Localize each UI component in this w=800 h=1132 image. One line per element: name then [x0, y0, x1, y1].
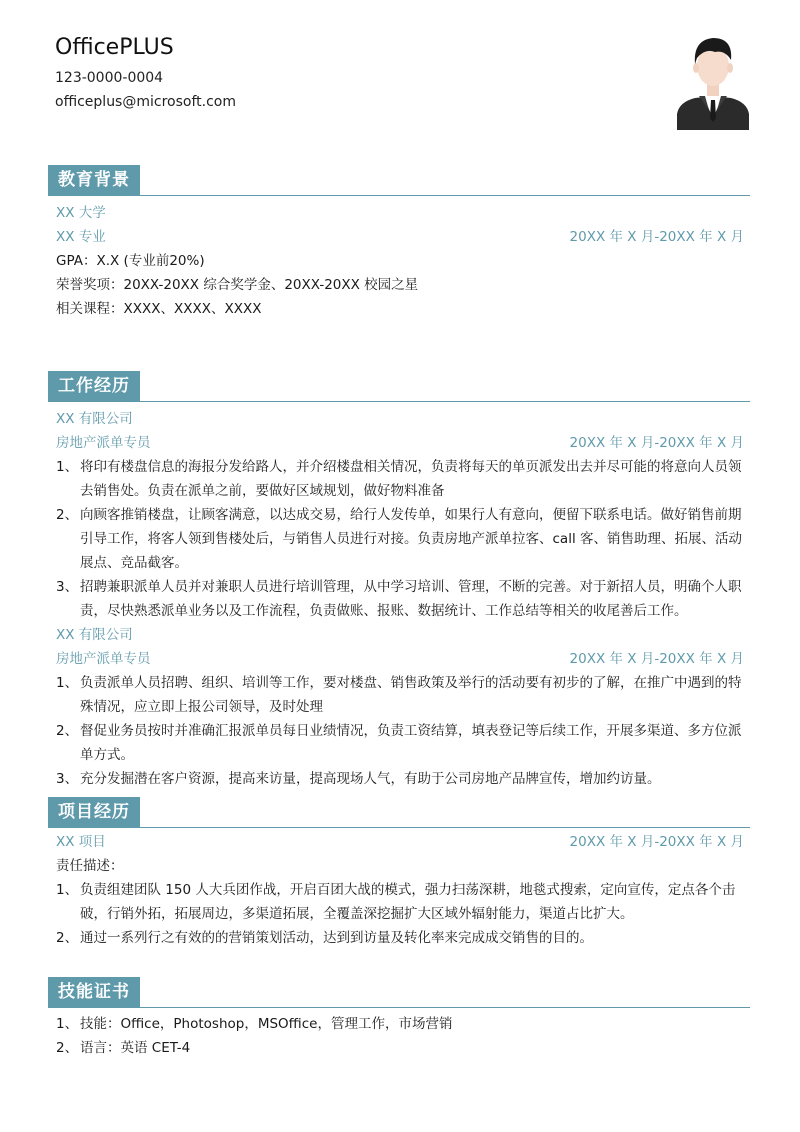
item-text: 督促业务员按时并准确汇报派单员每日业绩情况，负责工资结算，填表登记等后续工作，开展多渠道、多方位派单方式。	[80, 723, 742, 763]
item-number: 2、	[56, 507, 79, 523]
role-row	[48, 431, 750, 455]
company-name: XX 有限公司	[56, 627, 133, 643]
company-name: XX 有限公司	[56, 411, 133, 427]
project-row	[48, 830, 750, 854]
item-number: 2、	[56, 723, 79, 739]
list-item	[48, 1036, 750, 1060]
education-date: 20XX 年 X 月-20XX 年 X 月	[569, 229, 744, 245]
education-section	[48, 165, 750, 321]
resume-name: OfficePLUS	[55, 35, 174, 60]
item-number: 1、	[56, 675, 79, 691]
item-number: 2、	[56, 1040, 79, 1056]
list-item	[48, 767, 750, 791]
work-section	[48, 371, 750, 791]
person-avatar-icon	[675, 30, 751, 130]
item-text: 将印有楼盘信息的海报分发给路人，并介绍楼盘相关情况，负责将每天的单页派发出去并尽可能的将意向人员领去销售处。负责在派单之前，要做好区域规划，做好物料准备	[80, 459, 742, 499]
job-date: 20XX 年 X 月-20XX 年 X 月	[569, 651, 744, 667]
work-title: 工作经历	[48, 371, 140, 401]
job-role: 房地产派单专员	[56, 435, 151, 451]
item-number: 1、	[56, 459, 79, 475]
role-row	[48, 647, 750, 671]
section-header	[48, 797, 750, 828]
project-section	[48, 797, 750, 950]
item-number: 1、	[56, 882, 79, 898]
item-number: 2、	[56, 930, 79, 946]
school-name: XX 大学	[56, 205, 106, 221]
list-item	[48, 719, 750, 767]
section-header	[48, 977, 750, 1008]
project-name: XX 项目	[56, 834, 106, 850]
item-text: 通过一系列行之有效的的营销策划活动，达到到访量及转化率来完成成交销售的目的。	[80, 930, 593, 946]
major-name: XX 专业	[56, 229, 106, 245]
item-text: 技能：Office，Photoshop，MSOffice，管理工作，市场营销	[80, 1016, 453, 1032]
item-number: 1、	[56, 1016, 79, 1032]
list-item	[48, 671, 750, 719]
project-date: 20XX 年 X 月-20XX 年 X 月	[569, 834, 744, 850]
list-item	[48, 878, 750, 926]
item-text: 负责派单人员招聘、组织、培训等工作，要对楼盘、销售政策及举行的活动要有初步的了解，在推广中遇到的特殊情况，应立即上报公司领导，及时处理	[80, 675, 742, 715]
job-date: 20XX 年 X 月-20XX 年 X 月	[569, 435, 744, 451]
gpa-text: GPA：X.X (专业前20%)	[56, 253, 205, 269]
job-role: 房地产派单专员	[56, 651, 151, 667]
skills-section	[48, 977, 750, 1060]
list-item	[48, 1012, 750, 1036]
honors-text: 荣誉奖项：20XX-20XX 综合奖学金、20XX-20XX 校园之星	[56, 277, 419, 293]
skills-title: 技能证书	[48, 977, 140, 1007]
item-number: 3、	[56, 579, 79, 595]
responsibility-label: 责任描述：	[56, 858, 124, 874]
list-item	[48, 575, 750, 623]
courses-text: 相关课程：XXXX、XXXX、XXXX	[56, 301, 262, 317]
list-item	[48, 926, 750, 950]
item-text: 充分发掘潜在客户资源，提高来访量，提高现场人气，有助于公司房地产品牌宣传，增加约访量。	[80, 771, 661, 787]
item-text: 语言：英语 CET-4	[80, 1040, 191, 1056]
section-header	[48, 371, 750, 402]
section-header	[48, 165, 750, 196]
phone-number: 123-0000-0004	[55, 70, 164, 86]
list-item	[48, 503, 750, 575]
major-row	[48, 225, 750, 249]
item-text: 向顾客推销楼盘，让顾客满意，以达成交易，给行人发传单，如果行人有意向，便留下联系电话。做好销售前期引导工作，将客人领到售楼处后，与销售人员进行对接。负责房地产派单拉客、call 客、销售助理、拓展、活动展点、竞品截客。	[80, 507, 742, 571]
item-text: 负责组建团队 150 人大兵团作战，开启百团大战的模式，强力扫荡深耕，地毯式搜索，定向宣传，定点各个击破，行销外拓，拓展周边，多渠道拓展，全覆盖深挖掘扩大区域外辐射能力，渠道占比扩大。	[80, 882, 736, 922]
email-address: officeplus@microsoft.com	[55, 94, 236, 110]
project-title: 项目经历	[48, 797, 140, 827]
item-number: 3、	[56, 771, 79, 787]
list-item	[48, 455, 750, 503]
education-title: 教育背景	[48, 165, 140, 195]
item-text: 招聘兼职派单人员并对兼职人员进行培训管理，从中学习培训、管理，不断的完善。对于新招人员，明确个人职责，尽快熟悉派单业务以及工作流程，负责做账、报账、数据统计、工作总结等相关的收尾善后工作。	[80, 579, 742, 619]
